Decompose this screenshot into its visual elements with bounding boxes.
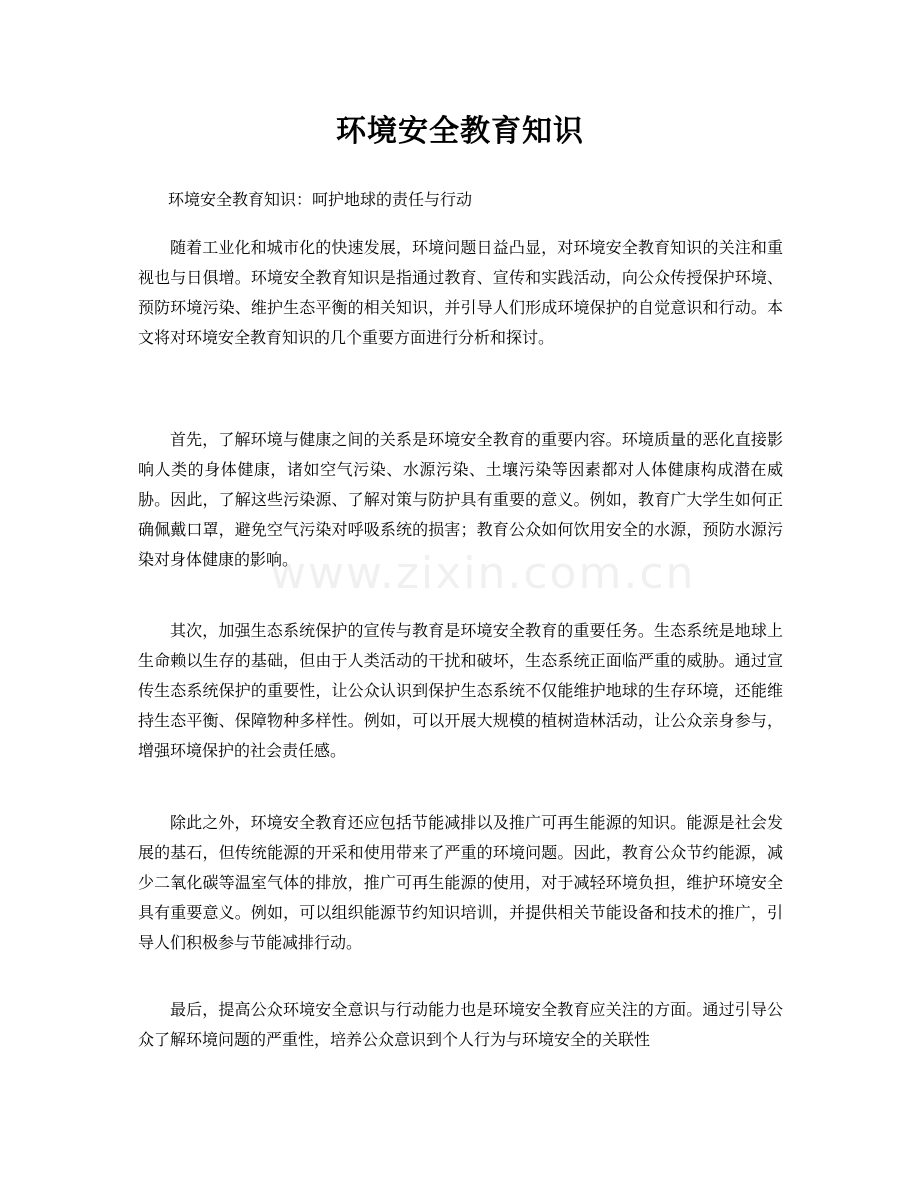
paragraph-energy: 除此之外，环境安全教育还应包括节能减排以及推广可再生能源的知识。能源是社会发展的基石，但传统能源的开采和使用带来了严重的环境问题。因此，教育公众节约能源，减少二氧化碳等温室气体的排放，推广可再生能源的使用，对于减轻环境负担，维护环境安全具有重要意义。例如，可以组织能源节约知识培训，并提供相关节能设备和技术的推广，引导人们积极参与节能减排行动。 [138, 813, 783, 952]
paragraph-awareness: 最后，提高公众环境安全意识与行动能力也是环境安全教育应关注的方面。通过引导公众了解环境问题的严重性，培养公众意识到个人行为与环境安全的关联性 [138, 1000, 783, 1049]
paragraph-health: 首先，了解环境与健康之间的关系是环境安全教育的重要内容。环境质量的恶化直接影响人类的身体健康，诸如空气污染、水源污染、土壤污染等因素都对人体健康构成潜在威胁。因此，了解这些污染源、了解对策与防护具有重要的意义。例如，教育广大学生如何正确佩戴口罩，避免空气污染对呼吸系统的损害；教育公众如何饮用安全的水源，预防水源污染对身体健康的影响。 [138, 430, 783, 569]
watermark-text: www.zixin.com.cn [270, 548, 696, 599]
paragraph-intro: 随着工业化和城市化的快速发展，环境问题日益凸显，对环境安全教育知识的关注和重视也与日俱增。环境安全教育知识是指通过教育、宣传和实践活动，向公众传授保护环境、预防环境污染、维护生态平衡的相关知识，并引导人们形成环境保护的自觉意识和行动。本文将对环境安全教育知识的几个重要方面进行分析和探讨。 [138, 238, 783, 347]
document-subtitle: 环境安全教育知识：呵护地球的责任与行动 [168, 190, 473, 209]
paragraph-ecosystem: 其次，加强生态系统保护的宣传与教育是环境安全教育的重要任务。生态系统是地球上生命赖以生存的基础，但由于人类活动的干扰和破坏，生态系统正面临严重的威胁。通过宣传生态系统保护的重要性，让公众认识到保护生态系统不仅能维护地球的生存环境，还能维持生态平衡、保障物种多样性。例如，可以开展大规模的植树造林活动，让公众亲身参与，增强环境保护的社会责任感。 [138, 621, 783, 760]
document-title: 环境安全教育知识 [336, 114, 584, 149]
